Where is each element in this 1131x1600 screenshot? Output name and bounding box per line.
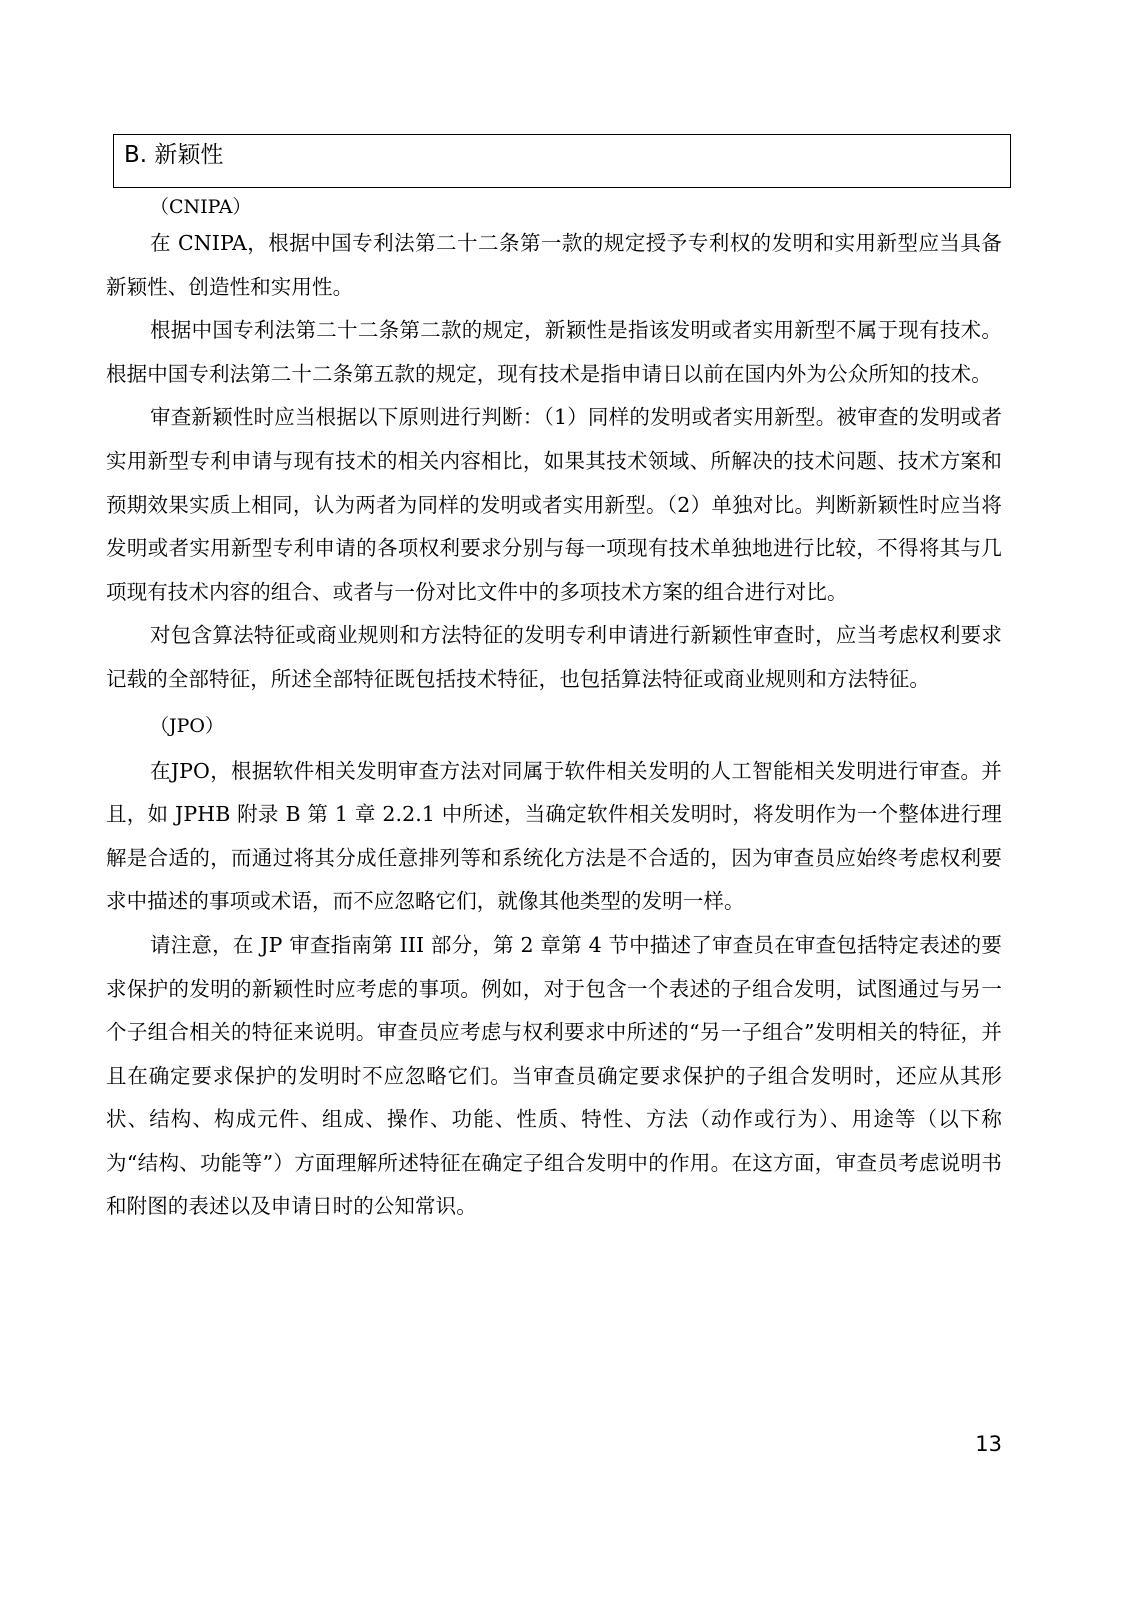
cnipa-paragraph-1: 在 CNIPA，根据中国专利法第二十二条第一款的规定授予专利权的发明和实用新型应当具备新颖性、创造性和实用性。 [106, 231, 1002, 299]
section-header-box [113, 134, 1011, 188]
jpo-paragraph-2: 请注意，在 JP 审查指南第 III 部分，第 2 章第 4 节中描述了审查员在审查包括特定表述的要求保护的发明的新颖性时应考虑的事项。例如，对于包含一个表述的子组合发明，试图通过与另一个子组合相关的特征来说明。审查员应考虑与权利要求中所述的“另一子组合”发明相关的特征，并且在确定要求保护的发明时不应忽略它们。当审查员确定要求保护的子组合发明时，还应从其形状、结构、构成元件、组成、操作、功能、性质、特性、方法（动作或行为）、用途等（以下称为“结构、功能等”）方面理解所述特征在确定子组合发明中的作用。在这方面，审查员考虑说明书和附图的表述以及申请日时的公知常识。 [106, 932, 1002, 1219]
document-body [106, 192, 1002, 1229]
page-number: 13 [975, 1432, 1002, 1456]
jpo-label: （JPO） [150, 714, 224, 737]
section-title: B. 新颖性 [124, 142, 224, 168]
jpo-paragraph-1: 在JPO，根据软件相关发明审查方法对同属于软件相关发明的人工智能相关发明进行审查。并且，如 JPHB 附录 B 第 1 章 2.2.1 中所述，当确定软件相关发明时，将发明作为一个整体进行理解是合适的，而通过将其分成任意排列等和系统化方法是不合适的，因为审查员应始终考虑权利要求中描述的事项或术语，而不应忽略它们，就像其他类型的发明一样。 [106, 758, 1002, 914]
cnipa-paragraph-2: 根据中国专利法第二十二条第二款的规定，新颖性是指该发明或者实用新型不属于现有技术。根据中国专利法第二十二条第五款的规定，现有技术是指申请日以前在国内外为公众所知的技术。 [106, 318, 1002, 386]
cnipa-paragraph-4: 对包含算法特征或商业规则和方法特征的发明专利申请进行新颖性审查时，应当考虑权利要求记载的全部特征，所述全部特征既包括技术特征，也包括算法特征或商业规则和方法特征。 [106, 623, 1002, 691]
cnipa-label: （CNIPA） [150, 196, 252, 218]
cnipa-paragraph-3: 审查新颖性时应当根据以下原则进行判断：（1）同样的发明或者实用新型。被审查的发明或者实用新型专利申请与现有技术的相关内容相比，如果其技术领域、所解决的技术问题、技术方案和预期效果实质上相同，认为两者为同样的发明或者实用新型。（2）单独对比。判断新颖性时应当将发明或者实用新型专利申请的各项权利要求分别与每一项现有技术单独地进行比较，不得将其与几项现有技术内容的组合、或者与一份对比文件中的多项技术方案的组合进行对比。 [106, 405, 1002, 604]
